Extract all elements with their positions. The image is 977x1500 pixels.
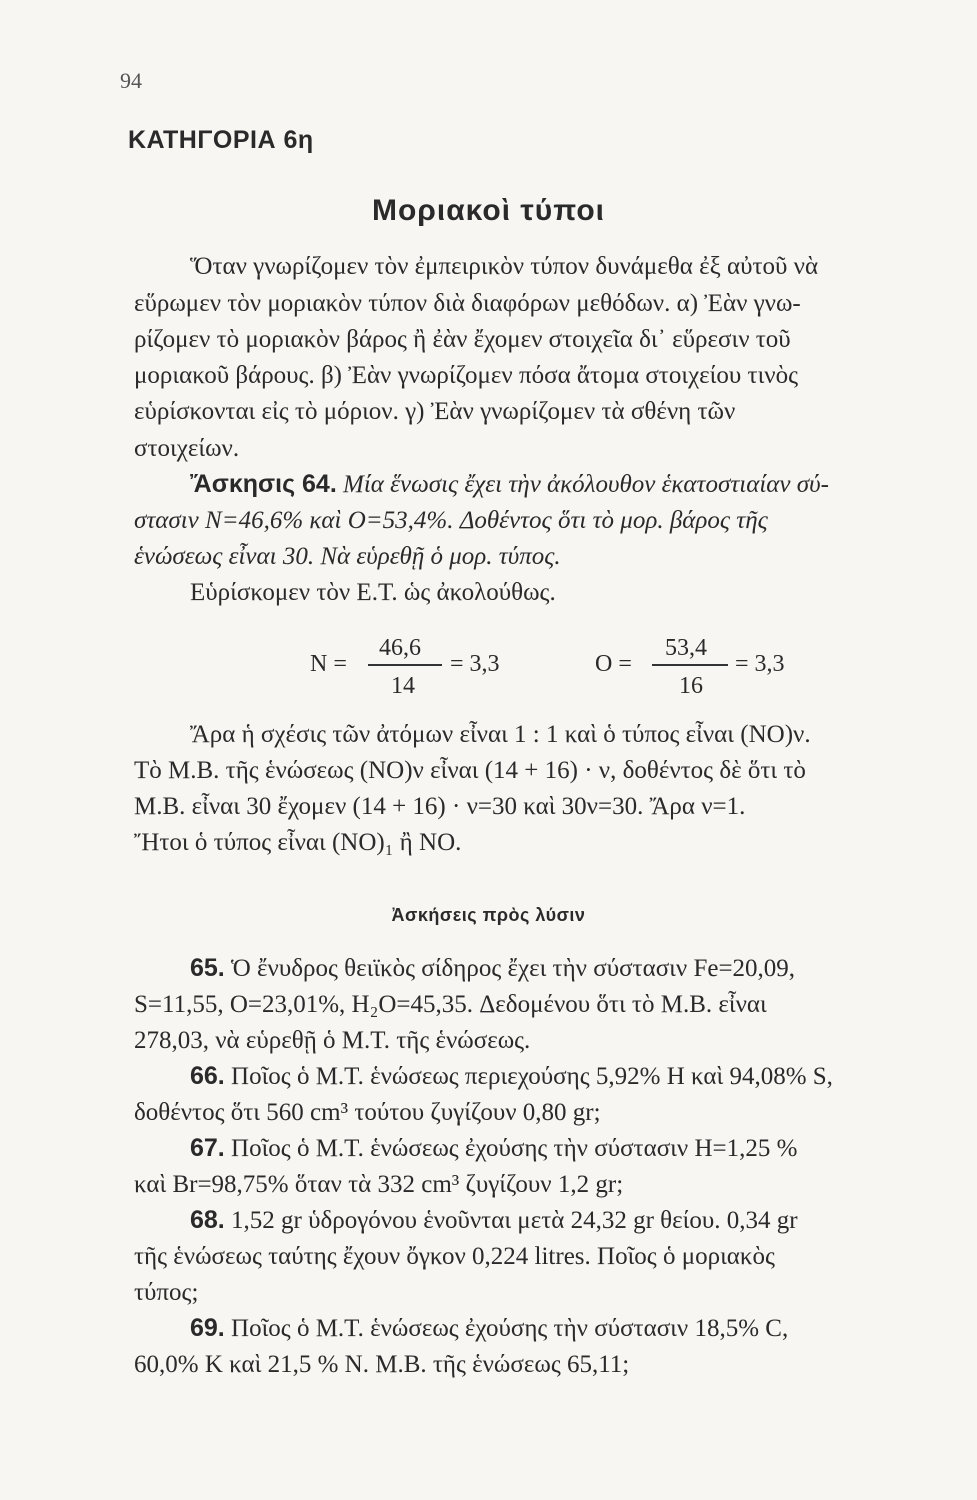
- o-fraction-numerator: 53,4: [665, 635, 707, 661]
- exercise-number: 65.: [190, 954, 225, 982]
- conclusion-line: Τὸ Μ.Β. τῆς ἑνώσεως (NO)ν εἶναι (14 + 16) · ν, δοθέντος δὲ ὅτι τὸ: [134, 757, 806, 784]
- exercise-text: τῆς ἑνώσεως ταύτης ἔχουν ὄγκον 0,224 litres. Ποῖος ὁ μοριακὸς: [134, 1243, 775, 1270]
- exercise-text: Ὁ ἔνυδρος θειϊκὸς σίδηρος ἔχει τὴν σύστασιν Fe=20,09,: [231, 955, 796, 982]
- exercise-68-first-line: [190, 1208, 798, 1233]
- intro-line: ρίζομεν τὸ μοριακὸν βάρος ἢ ἐὰν ἔχομεν στοιχεῖα δι᾿ εὕρεσιν τοῦ: [134, 326, 791, 353]
- exercise-text: Ποῖος ὁ Μ.Τ. ἑνώσεως περιεχούσης 5,92% H καὶ 94,08% S,: [231, 1063, 833, 1090]
- exercise-66-first-line: [190, 1064, 833, 1089]
- o-fraction-result: = 3,3: [735, 651, 785, 677]
- exercise-67-first-line: [190, 1136, 797, 1161]
- exercise-64-statement: ἑνώσεως εἶναι 30. Νὰ εὑρεθῇ ὁ μορ. τύπος.: [134, 543, 561, 570]
- exercise-number: 69.: [190, 1314, 225, 1342]
- exercise-text: δοθέντος ὅτι 560 cm³ τούτου ζυγίζουν 0,80 gr;: [134, 1099, 601, 1126]
- solution-intro: Εὑρίσκομεν τὸν Ε.Τ. ὡς ἀκολούθως.: [190, 579, 556, 606]
- exercise-64-label: Ἄσκησις 64.: [190, 470, 337, 498]
- exercise-number: 68.: [190, 1206, 225, 1234]
- exercise-64-first-line: [190, 472, 829, 497]
- exercise-64-statement: Μία ἕνωσις ἔχει τὴν ἀκόλουθον ἑκατοστιαίαν σύ-: [343, 471, 829, 498]
- exercise-69-first-line: [190, 1316, 788, 1341]
- o-fraction-left: O =: [595, 651, 632, 677]
- exercise-text: καὶ Br=98,75% ὅταν τὰ 332 cm³ ζυγίζουν 1,2 gr;: [134, 1171, 624, 1198]
- exercise-65-first-line: [190, 956, 795, 981]
- n-fraction-result: = 3,3: [450, 651, 500, 677]
- exercise-number: 67.: [190, 1134, 225, 1162]
- o-fraction-denominator: 16: [679, 673, 703, 699]
- n-fraction-bar: [368, 664, 442, 666]
- intro-line: στοιχείων.: [134, 435, 240, 462]
- intro-line: εὑρίσκονται εἰς τὸ μόριον. γ) Ἐὰν γνωρίζομεν τὰ σθένη τῶν: [134, 398, 736, 425]
- page-number: 94: [120, 68, 142, 93]
- exercise-text: S=11,55, O=23,01%, H₂O=45,35. Δεδομένου ὅτι τὸ Μ.Β. εἶναι: [134, 991, 767, 1018]
- n-fraction-denominator: 14: [391, 673, 415, 699]
- conclusion-line: Μ.Β. εἶναι 30 ἔχομεν (14 + 16) · ν=30 καὶ 30ν=30. Ἄρα ν=1.: [134, 793, 746, 820]
- exercise-text: Ποῖος ὁ Μ.Τ. ἑνώσεως ἐχούσης τὴν σύστασιν 18,5% C,: [231, 1315, 789, 1342]
- page-title: Μοριακοὶ τύποι: [371, 194, 606, 227]
- intro-line: μοριακοῦ βάρους. β) Ἐὰν γνωρίζομεν πόσα ἄτομα στοιχείου τινὸς: [134, 362, 799, 389]
- category-heading: ΚΑΤΗΓΟΡΙΑ 6η: [128, 126, 314, 154]
- n-fraction-numerator: 46,6: [379, 635, 421, 661]
- conclusion-line: Ἄρα ἡ σχέσις τῶν ἀτόμων εἶναι 1 : 1 καὶ ὁ τύπος εἶναι (NO)ν.: [190, 721, 811, 748]
- exercise-number: 66.: [190, 1062, 225, 1090]
- exercise-text: Ποῖος ὁ Μ.Τ. ἑνώσεως ἐχούσης τὴν σύστασιν H=1,25 %: [231, 1135, 798, 1162]
- exercise-text: τύπος;: [134, 1279, 199, 1306]
- intro-line: εὕρωμεν τὸν μοριακὸν τύπον διὰ διαφόρων μεθόδων. α) Ἐὰν γνω-: [134, 290, 801, 317]
- exercise-64-statement: στασιν N=46,6% καὶ O=53,4%. Δοθέντος ὅτι τὸ μορ. βάρος τῆς: [134, 507, 768, 534]
- n-fraction-left: N =: [310, 651, 347, 677]
- intro-line: Ὅταν γνωρίζομεν τὸν ἐμπειρικὸν τύπον δυνάμεθα ἐξ αὐτοῦ νὰ: [190, 253, 819, 280]
- conclusion-line: Ἤτοι ὁ τύπος εἶναι (NO)₁ ἢ NO.: [134, 829, 462, 856]
- exercise-text: 60,0% K καὶ 21,5 % N. Μ.Β. τῆς ἑνώσεως 65,11;: [134, 1351, 630, 1378]
- exercise-text: 1,52 gr ὑδρογόνου ἑνοῦνται μετὰ 24,32 gr θείου. 0,34 gr: [231, 1207, 798, 1234]
- o-fraction-bar: [652, 664, 728, 666]
- exercises-heading: Ἀσκήσεις πρὸς λύσιν: [391, 905, 586, 925]
- exercise-text: 278,03, νὰ εὑρεθῇ ὁ Μ.Τ. τῆς ἑνώσεως.: [134, 1027, 531, 1054]
